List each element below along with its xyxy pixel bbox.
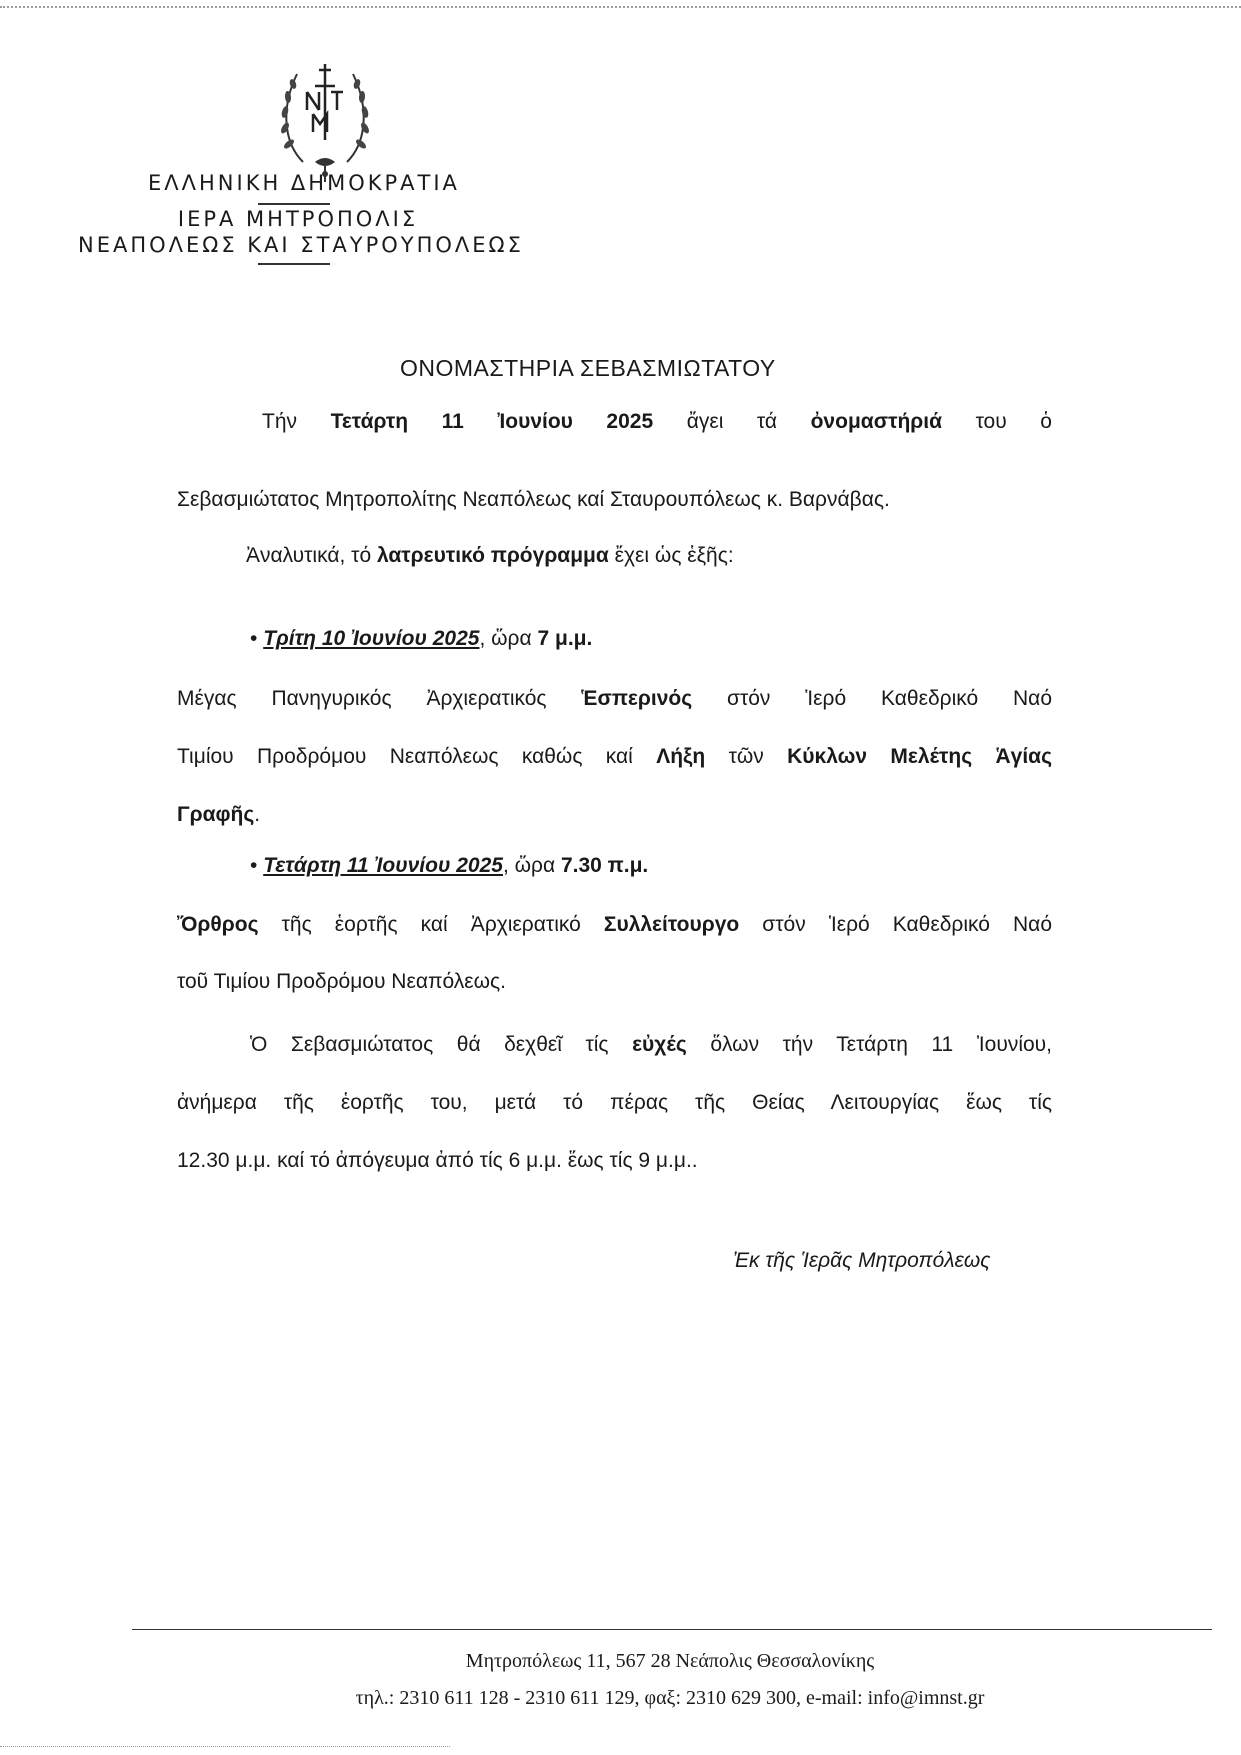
footer-address: Μητροπόλεως 11, 567 28 Νεάπολις Θεσσαλονίκης	[465, 1650, 875, 1672]
intro-date: Τετάρτη 11 Ἰουνίου 2025	[330, 410, 654, 433]
event1-text: Τιμίου Προδρόμου Νεαπόλεως καθώς καί	[177, 745, 633, 768]
wishes-text: Ὁ Σεβασμιώτατος θά δεχθεῖ τίς	[250, 1033, 609, 1056]
event1-heading	[250, 627, 592, 651]
wishes-line-2	[177, 1075, 1052, 1131]
header-metropolis: ΙΕΡΑ ΜΗΤΡΟΠΟΛΙΣ	[177, 207, 419, 231]
event1-text: στόν Ἱερό Καθεδρικό Ναό	[727, 687, 1052, 710]
wishes-text: ἀνήμερα τῆς ἑορτῆς του, μετά τό πέρας τῆς Θείας Λειτουργίας ἕως τίς	[177, 1091, 1052, 1114]
event1-date: Τρίτη 10 Ἰουνίου 2025	[263, 627, 480, 650]
event2-desc-line-1	[177, 897, 1052, 953]
program-liturgical: λατρευτικό πρόγραμμα	[376, 544, 609, 567]
event1-text: .	[254, 803, 261, 826]
event1-vespers: Ἑσπερινός	[581, 687, 693, 710]
intro-text: Τήν	[262, 410, 298, 433]
event1-desc-line-2	[177, 729, 1052, 785]
event1-bible-cycles: Κύκλων Μελέτης Ἁγίας	[787, 745, 1053, 768]
event2-time: 7.30 π.μ.	[560, 854, 649, 877]
intro-line-1	[262, 394, 1052, 450]
footer-contact: τηλ.: 2310 611 128 - 2310 611 129, φαξ: 2310 629 300, e-mail: info@imnst.gr	[355, 1687, 985, 1709]
header-sees: ΝΕΑΠΟΛΕΩΣ ΚΑΙ ΣΤΑΥΡΟΥΠΟΛΕΩΣ	[78, 233, 524, 257]
event2-text: τῆς ἑορτῆς καί Ἀρχιερατικό	[281, 913, 581, 936]
event1-scripture: Γραφῆς	[177, 803, 255, 826]
wishes-line-1	[250, 1017, 1052, 1073]
footer-rule	[132, 1629, 1212, 1630]
signature: Ἐκ τῆς Ἱερᾶς Μητροπόλεως	[733, 1249, 991, 1272]
event2-concelebration: Συλλείτουργο	[603, 913, 740, 936]
wishes-line-3: 12.30 μ.μ. καί τό ἀπόγευμα ἀπό τίς 6 μ.μ. ἕως τίς 9 μ.μ..	[177, 1149, 698, 1172]
event2-heading	[250, 854, 648, 878]
bullet-icon: •	[250, 854, 258, 877]
header-divider	[258, 203, 330, 205]
event1-time-prefix: , ὥρα	[479, 627, 532, 650]
event1-text: τῶν	[728, 745, 764, 768]
scan-edge-bottom	[0, 1746, 450, 1748]
event1-time: 7 μ.μ.	[537, 627, 593, 650]
event2-date: Τετάρτη 11 Ἰουνίου 2025	[263, 854, 503, 877]
event2-desc-line-2: τοῦ Τιμίου Προδρόμου Νεαπόλεως.	[177, 970, 506, 993]
event2-time-prefix: , ὥρα	[502, 854, 556, 877]
header-republic: ΕΛΛΗΝΙΚΗ ΔΗΜΟΚΡΑΤΙΑ	[148, 171, 460, 195]
event2-text: στόν Ἱερό Καθεδρικό Ναό	[762, 913, 1052, 936]
header-divider	[258, 263, 330, 265]
intro-text: ἄγει τά	[686, 410, 778, 433]
event1-desc-line-1	[177, 671, 1052, 727]
event1-closing: Λήξη	[656, 745, 706, 768]
event1-desc-line-3	[177, 787, 260, 843]
scan-edge-top	[0, 6, 1241, 10]
event1-text: Μέγας Πανηγυρικός Ἀρχιερατικός	[177, 687, 547, 710]
event2-matins: Ὄρθρος	[177, 913, 259, 936]
program-text: ἔχει ὡς ἑξῆς:	[614, 544, 734, 567]
wishes-text: ὅλων τήν Τετάρτη 11 Ἰουνίου,	[710, 1033, 1052, 1056]
intro-nameday: ὀνομαστήριά	[810, 410, 943, 433]
program-line	[246, 528, 734, 584]
intro-line-2: Σεβασμιώτατος Μητροπολίτης Νεαπόλεως καί Σταυρουπόλεως κ. Βαρνάβας.	[177, 488, 890, 511]
bullet-icon: •	[250, 627, 258, 650]
wishes-greetings: εὐχές	[632, 1033, 687, 1056]
program-text: Ἀναλυτικά, τό	[246, 544, 372, 567]
metropolis-emblem-icon	[275, 62, 375, 184]
intro-text: του ὁ	[975, 410, 1052, 433]
page-title: ΟΝΟΜΑΣΤΗΡΙΑ ΣΕΒΑΣΜΙΩΤΑΤΟΥ	[400, 355, 776, 381]
